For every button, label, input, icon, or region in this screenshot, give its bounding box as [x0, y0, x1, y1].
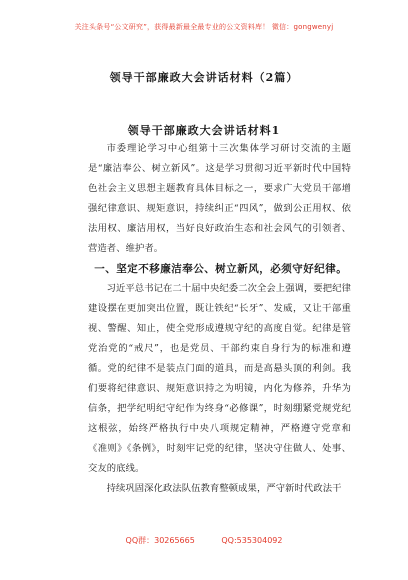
footer-contact	[0, 535, 408, 546]
footer-qq-group: QQ群：30265665	[125, 536, 195, 545]
document-body	[88, 139, 351, 499]
heading-part-one: 一、坚定不移廉洁奉公、树立新风，必须守好纪律。	[94, 263, 348, 275]
promo-banner: 关注头条号“公文研究”，获得最新最全最专业的公文资料库！ 微信：gongwenyj	[74, 23, 334, 31]
paragraph-continuation: 持续巩固深化政法队伍教育整顿成果，严守新时代政法干	[106, 483, 342, 494]
paragraph-intro: 市委理论学习中心组第十三次集体学习研讨交流的主题是“廉洁奉公、树立新风”。这是学习贯彻习近平新时代中国特色社会主义思想主题教育具体目标之一，要求广大党员干部增强纪律意识、规矩意识，持续纠正“四风”，做到公正用权、依法用权、廉洁用权，当好良好政治生态和社会风气的引领者、营造者、维护者。	[88, 143, 351, 254]
paragraph-discipline: 习近平总书记在二十届中央纪委二次全会上强调，要把纪律建设摆在更加突出位置，既让铁纪“长牙”、发威，又让干部重视、警醒、知止，使全党形成遵规守纪的高度自觉。纪律是管党治党的“戒尺”，也是党员、干部约束自身行为的标准和遵循。党的纪律不是装点门面的道具，而是高悬头顶的利剑。我们要将纪律意识、规矩意识持之为明镜，内化为修养，升华为信条，把学纪明纪守纪作为终身“必修课”，时刻绷紧党规党纪这根弦，始终严格执行中央八项规定精神，严格遵守党章和《准则》《条例》，时刻牢记党的纪律，坚决守住做人、处事、交友的底线。	[88, 283, 351, 474]
section-title: 领导干部廉政大会讲话材料1	[127, 124, 281, 137]
document-title: 领导干部廉政大会讲话材料（2篇）	[109, 71, 299, 84]
footer-qq-number: QQ:535304092	[221, 536, 283, 545]
